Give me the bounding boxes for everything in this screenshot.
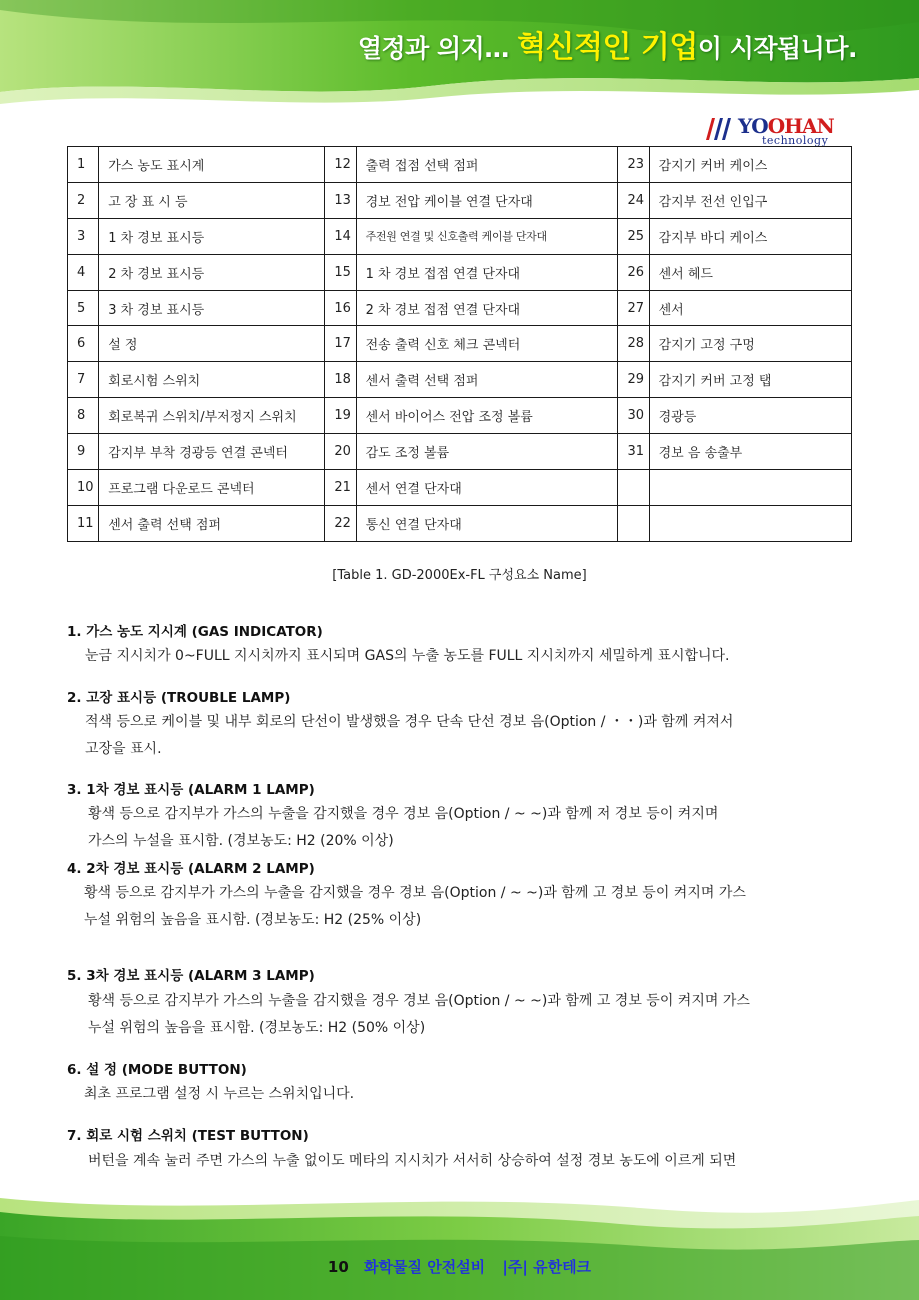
- item-number: 1: [68, 147, 99, 183]
- item-name: 감지부 바디 케이스: [649, 218, 851, 254]
- section-heading: 3. 1차 경보 표시등 (ALARM 1 LAMP): [67, 782, 315, 798]
- item-number: 11: [68, 505, 99, 541]
- section-heading: 1. 가스 농도 지시계 (GAS INDICATOR): [67, 624, 323, 640]
- item-name: 감지기 고정 구멍: [649, 326, 851, 362]
- item-number: 28: [618, 326, 649, 362]
- table-row: [68, 505, 852, 541]
- section-heading: 5. 3차 경보 표시등 (ALARM 3 LAMP): [67, 968, 315, 984]
- item-number: 8: [68, 398, 99, 434]
- header-slogan: [358, 22, 857, 66]
- item-number: 3: [68, 218, 99, 254]
- item-name: 센서: [649, 290, 851, 326]
- item-name: 센서 출력 선택 점퍼: [356, 362, 618, 398]
- item-number: 5: [68, 290, 99, 326]
- item-number: 17: [325, 326, 356, 362]
- item-number: [618, 470, 649, 506]
- item-number: 4: [68, 254, 99, 290]
- section-heading: 4. 2차 경보 표시등 (ALARM 2 LAMP): [67, 861, 315, 877]
- slogan-part1: 열정과 의지…: [357, 34, 509, 63]
- item-name: 2 차 경보 접점 연결 단자대: [356, 290, 618, 326]
- item-name: 센서 헤드: [649, 254, 851, 290]
- item-number: 23: [618, 147, 649, 183]
- item-name: 경보 전압 케이블 연결 단자대: [356, 182, 618, 218]
- item-number: 20: [325, 434, 356, 470]
- table-row: [68, 182, 852, 218]
- item-number: 30: [618, 398, 649, 434]
- section-text-line: 가스의 누설을 표시함. (경보농도: H2 (20% 이상): [88, 833, 394, 849]
- item-name: 설 정: [99, 326, 325, 362]
- item-name: 회로복귀 스위치/부저정지 스위치: [99, 398, 325, 434]
- item-name: [649, 505, 851, 541]
- item-number: 7: [68, 362, 99, 398]
- footer-company: 화학물질 안전설비: [364, 1258, 486, 1276]
- table-caption: [Table 1. GD-2000Ex-FL 구성요소 Name]: [332, 568, 587, 583]
- section-text-line: 최초 프로그램 설정 시 누르는 스위치입니다.: [84, 1086, 355, 1102]
- item-name: 전송 출력 신호 체크 콘넥터: [356, 326, 618, 362]
- item-name: 가스 농도 표시계: [99, 147, 325, 183]
- item-name: 감지기 커버 고정 탭: [649, 362, 851, 398]
- footer-brand: |주| 유한테크: [502, 1258, 592, 1276]
- slogan-part2: 이 시작됩니다.: [697, 34, 857, 63]
- item-number: 31: [618, 434, 649, 470]
- item-name: 주전원 연결 및 신호출력 케이블 단자대: [356, 218, 618, 254]
- item-number: 18: [325, 362, 356, 398]
- item-name: 감지기 커버 케이스: [649, 147, 851, 183]
- item-number: 13: [325, 182, 356, 218]
- item-number: 26: [618, 254, 649, 290]
- item-number: 22: [325, 505, 356, 541]
- section-heading: 2. 고장 표시등 (TROUBLE LAMP): [67, 690, 291, 706]
- logo-subtext: technology: [762, 134, 829, 147]
- item-name: 경광등: [649, 398, 851, 434]
- item-name: 감도 조정 볼륨: [356, 434, 618, 470]
- table-row: [68, 254, 852, 290]
- item-number: 14: [325, 218, 356, 254]
- item-name: [649, 470, 851, 506]
- section-text-line: 적색 등으로 케이블 및 내부 회로의 단선이 발생했을 경우 단속 단선 경보 음(Option / ・・)과 함께 켜져서: [85, 714, 734, 730]
- item-number: 24: [618, 182, 649, 218]
- item-name: 프로그램 다운로드 콘넥터: [99, 470, 325, 506]
- table-row: [68, 147, 852, 183]
- footer-text: [0, 1256, 919, 1277]
- item-number: 12: [325, 147, 356, 183]
- page-number: 10: [327, 1258, 349, 1276]
- item-number: 10: [68, 470, 99, 506]
- item-number: 16: [325, 290, 356, 326]
- item-name: 회로시험 스위치: [99, 362, 325, 398]
- section-text-line: 누설 위험의 높음을 표시함. (경보농도: H2 (50% 이상): [88, 1020, 426, 1036]
- logo-wordmark: YOOHAN: [738, 114, 834, 138]
- item-number: 27: [618, 290, 649, 326]
- item-number: 29: [618, 362, 649, 398]
- section-heading: 6. 설 정 (MODE BUTTON): [67, 1062, 247, 1078]
- item-number: 6: [68, 326, 99, 362]
- item-name: 1 차 경보 표시등: [99, 218, 325, 254]
- company-logo: [700, 112, 845, 148]
- item-name: 통신 연결 단자대: [356, 505, 618, 541]
- table-row: [68, 470, 852, 506]
- item-number: 2: [68, 182, 99, 218]
- item-name: 3 차 경보 표시등: [99, 290, 325, 326]
- table-row: [68, 290, 852, 326]
- components-table: [67, 146, 852, 542]
- section-text-line: 황색 등으로 감지부가 가스의 누출을 감지했을 경우 경보 음(Option / ~ ~)과 함께 저 경보 등이 켜지며: [88, 806, 719, 822]
- item-number: 25: [618, 218, 649, 254]
- slogan-highlight: 혁신적인 기업: [517, 30, 698, 65]
- section-heading: 7. 회로 시험 스위치 (TEST BUTTON): [67, 1128, 309, 1144]
- section-text-line: 누설 위험의 높음을 표시함. (경보농도: H2 (25% 이상): [84, 912, 422, 928]
- item-name: 감지부 전선 인입구: [649, 182, 851, 218]
- item-name: 2 차 경보 표시등: [99, 254, 325, 290]
- item-name: 센서 연결 단자대: [356, 470, 618, 506]
- section-text-line: 눈금 지시치가 0~FULL 지시치까지 표시되며 GAS의 누출 농도를 FULL 지시치까지 세밀하게 표시합니다.: [85, 648, 730, 664]
- item-name: 감지부 부착 경광등 연결 콘넥터: [99, 434, 325, 470]
- logo-stripes-icon: [700, 116, 736, 142]
- table-row: [68, 362, 852, 398]
- section-text-line: 황색 등으로 감지부가 가스의 누출을 감지했을 경우 경보 음(Option / ~ ~)과 함께 고 경보 등이 켜지며 가스: [88, 993, 750, 1009]
- table-row: [68, 434, 852, 470]
- item-name: 출력 접점 선택 점퍼: [356, 147, 618, 183]
- section-text-line: 황색 등으로 감지부가 가스의 누출을 감지했을 경우 경보 음(Option / ~ ~)과 함께 고 경보 등이 켜지며 가스: [84, 885, 746, 901]
- item-number: 15: [325, 254, 356, 290]
- item-number: 19: [325, 398, 356, 434]
- item-number: 9: [68, 434, 99, 470]
- item-number: 21: [325, 470, 356, 506]
- item-name: 1 차 경보 접점 연결 단자대: [356, 254, 618, 290]
- section-text-line: 버턴을 계속 눌러 주면 가스의 누출 없이도 메타의 지시치가 서서히 상승하여 설정 경보 농도에 이르게 되면: [88, 1153, 737, 1169]
- item-name: 경보 음 송출부: [649, 434, 851, 470]
- table-row: [68, 326, 852, 362]
- footer-wave-band: [0, 1190, 919, 1300]
- item-name: 고 장 표 시 등: [99, 182, 325, 218]
- item-name: 센서 출력 선택 점퍼: [99, 505, 325, 541]
- section-text-line: 고장을 표시.: [85, 741, 162, 757]
- table-row: [68, 398, 852, 434]
- item-number: [618, 505, 649, 541]
- item-name: 센서 바이어스 전압 조정 볼륨: [356, 398, 618, 434]
- table-row: [68, 218, 852, 254]
